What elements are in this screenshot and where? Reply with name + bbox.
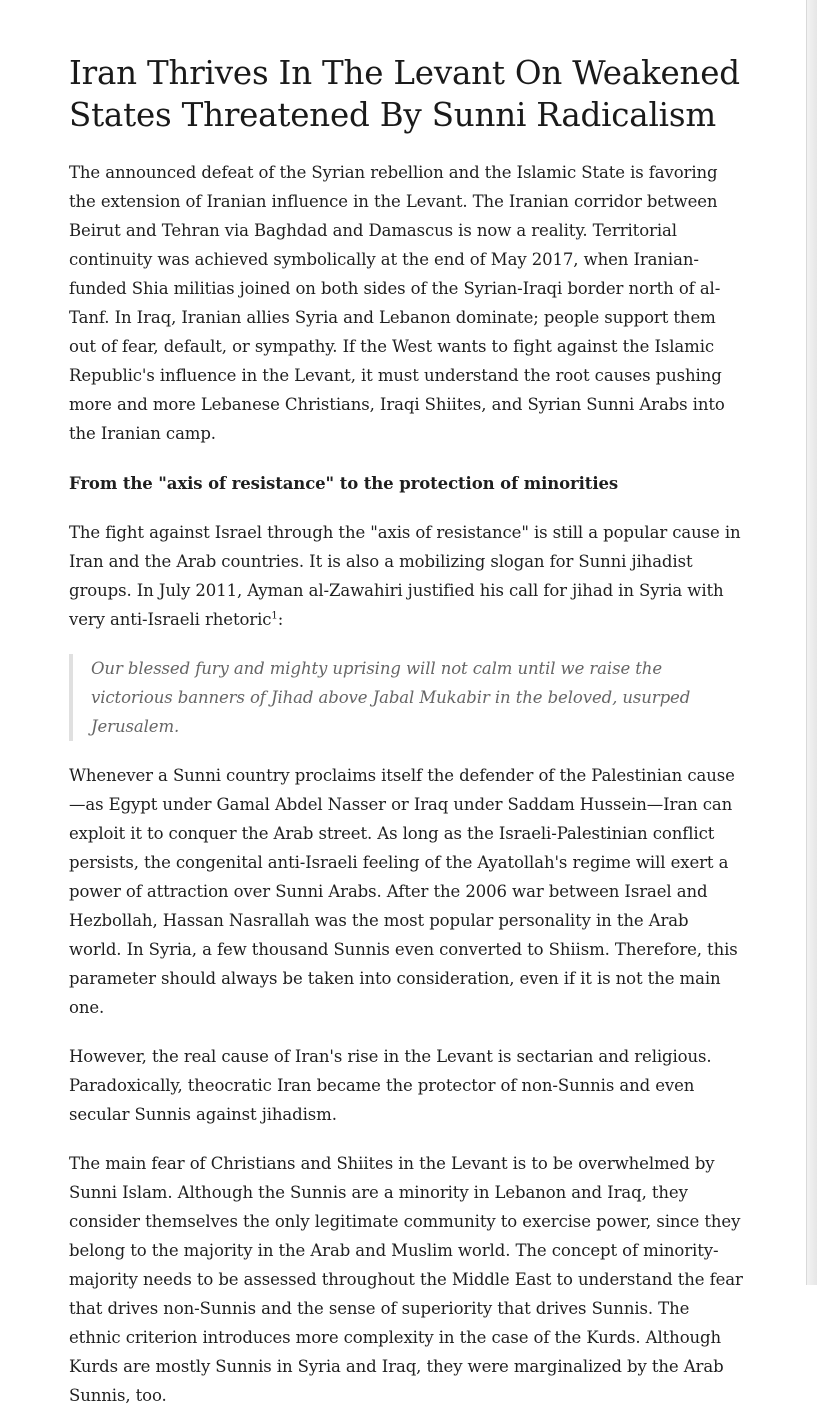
palestinian-cause-paragraph: Whenever a Sunni country proclaims itself the defender of the Palestinian cause—as Egypt under Gamal Abdel Nasser or Iraq under Saddam Hussein—Iran can exploit it to conquer the Arab street. As long as the Israeli-Palestinian conflict persists, the congenital anti-Israeli feeling of the Ayatollah's regime will exert a power of attraction over Sunni Arabs. After the 2006 war between Israel and Hezbollah, Hassan Nasrallah was the most popular personality in the Arab world. In Syria, a few thousand Sunnis even converted to Shiism. Therefore, this parameter should always be taken into consideration, even if it is not the main one. <box>69 766 738 1017</box>
section-heading: From the "axis of resistance" to the protection of minorities <box>69 474 619 493</box>
resistance-paragraph-text: The fight against Israel through the "axis of resistance" is still a popular cause in Iran and the Arab countries. It is also a mobilizing slogan for Sunni jihadist groups. In July 2011, Ayman al-Zawahiri justified his call for jihad in Syria with very anti-Israeli rhetoric <box>69 523 741 629</box>
page-edge <box>806 0 817 1285</box>
resistance-paragraph <box>69 518 745 634</box>
article <box>69 52 745 1410</box>
intro-paragraph: The announced defeat of the Syrian rebellion and the Islamic State is favoring the extension of Iranian influence in the Levant. The Iranian corridor between Beirut and Tehran via Baghdad and Damascus is now a reality. Territorial continuity was achieved symbolically at the end of May 2017, when Iranian-funded Shia militias joined on both sides of the Syrian-Iraqi border north of al-Tanf. In Iraq, Iranian allies Syria and Lebanon dominate; people support them out of fear, default, or sympathy. If the West wants to fight against the Islamic Republic's influence in the Levant, it must understand the root causes pushing more and more Lebanese Christians, Iraqi Shiites, and Syrian Sunni Arabs into the Iranian camp. <box>69 163 725 443</box>
footnote-reference[interactable]: 1 <box>271 610 278 622</box>
sectarian-cause-paragraph: However, the real cause of Iran's rise in the Levant is sectarian and religious. Paradoxically, theocratic Iran became the protector of non-Sunnis and even secular Sunnis against jihadism. <box>69 1047 712 1124</box>
zawahiri-quote: Our blessed fury and mighty uprising will not calm until we raise the victorious banners of Jihad above Jabal Mukabir in the beloved, usurped Jerusalem. <box>69 654 745 741</box>
minority-fear-paragraph: The main fear of Christians and Shiites in the Levant is to be overwhelmed by Sunni Islam. Although the Sunnis are a minority in Lebanon and Iraq, they consider themselves the only legitimate community to exercise power, since they belong to the majority in the Arab and Muslim world. The concept of minority-majority needs to be assessed throughout the Middle East to understand the fear that drives non-Sunnis and the sense of superiority that drives Sunnis. The ethnic criterion introduces more complexity in the case of the Kurds. Although Kurds are mostly Sunnis in Syria and Iraq, they were marginalized by the Arab Sunnis, too. <box>69 1154 743 1405</box>
resistance-paragraph-end: : <box>277 610 284 629</box>
article-title: Iran Thrives In The Levant On Weakened States Threatened By Sunni Radicalism <box>69 54 740 134</box>
